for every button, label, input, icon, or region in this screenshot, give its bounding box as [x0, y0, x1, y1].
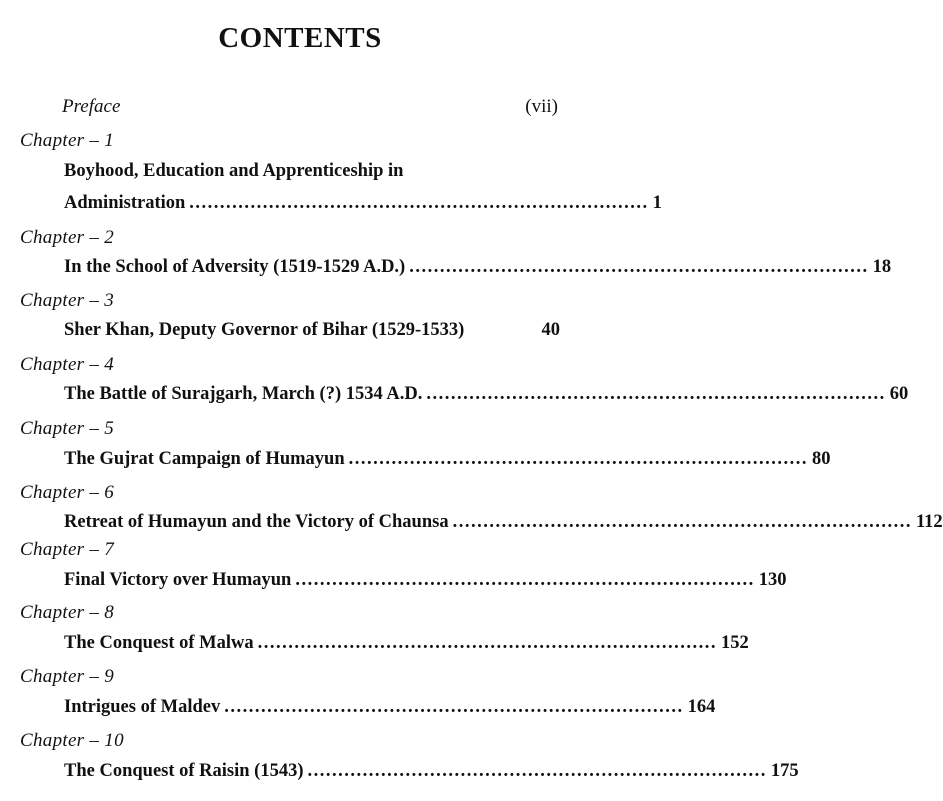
chapter-title: Sher Khan, Deputy Governor of Bihar (1529-1533) [64, 320, 465, 340]
dot-leader: ........................................................................... [257, 633, 718, 653]
dot-leader: ........................................................................... [426, 384, 886, 404]
chapter-title: Administration [64, 193, 186, 213]
toc-entry [64, 257, 892, 278]
toc-entry [64, 449, 831, 470]
toc-entry [64, 633, 749, 654]
chapter-label: Chapter – 10 [20, 730, 124, 751]
dot-leader: ........................................................................... [224, 697, 684, 717]
page-number: 40 [541, 320, 560, 340]
chapter-title: In the School of Adversity (1519-1529 A.D.) [64, 257, 406, 277]
chapter-title: The Conquest of Malwa [64, 633, 254, 653]
toc-entry [64, 320, 560, 341]
dot-leader: ........................................................................... [409, 257, 869, 277]
chapter-title: Final Victory over Humayun [64, 570, 292, 590]
page-number: 18 [872, 257, 892, 277]
toc-entry [64, 193, 662, 214]
chapter-label: Chapter – 2 [20, 227, 115, 248]
page-number: 60 [889, 384, 909, 404]
preface-label: Preface [62, 96, 121, 117]
chapter-label: Chapter – 1 [20, 130, 115, 151]
page-number: 130 [758, 570, 787, 590]
chapter-title-line: Boyhood, Education and Apprenticeship in [64, 161, 404, 181]
chapter-label: Chapter – 5 [20, 418, 115, 439]
page-number: 164 [687, 697, 716, 717]
dot-leader: ........................................................................... [348, 449, 808, 469]
dot-leader: ........................................................................... [452, 512, 912, 532]
chapter-label: Chapter – 3 [20, 290, 115, 311]
chapter-label: Chapter – 8 [20, 602, 115, 623]
page-number: 152 [721, 633, 749, 653]
preface-page: (vii) [525, 96, 558, 117]
dot-leader: ........................................................................... [295, 570, 755, 590]
page-number: 1 [652, 193, 662, 213]
dot-leader: ........................................................................... [189, 193, 649, 213]
chapter-label: Chapter – 6 [20, 482, 115, 503]
chapter-title: Retreat of Humayun and the Victory of Chaunsa [64, 512, 449, 532]
toc-entry [64, 384, 909, 405]
page-title: CONTENTS [218, 22, 382, 54]
chapter-label: Chapter – 9 [20, 666, 115, 687]
page-number: 80 [812, 449, 831, 469]
page-number: 112 [915, 512, 943, 532]
chapter-label: Chapter – 7 [20, 539, 115, 560]
toc-entry [64, 570, 787, 591]
toc-entry [64, 697, 716, 718]
dot-leader: ........................................................................... [307, 761, 767, 781]
page-number: 175 [770, 761, 799, 781]
chapter-title: The Battle of Surajgarh, March (?) 1534 A.D. [64, 384, 423, 404]
toc-entry [64, 761, 799, 782]
chapter-title: The Gujrat Campaign of Humayun [64, 449, 345, 469]
toc-entry [64, 512, 943, 533]
chapter-label: Chapter – 4 [20, 354, 115, 375]
chapter-title: The Conquest of Raisin (1543) [64, 761, 304, 781]
chapter-title: Intrigues of Maldev [64, 697, 221, 717]
